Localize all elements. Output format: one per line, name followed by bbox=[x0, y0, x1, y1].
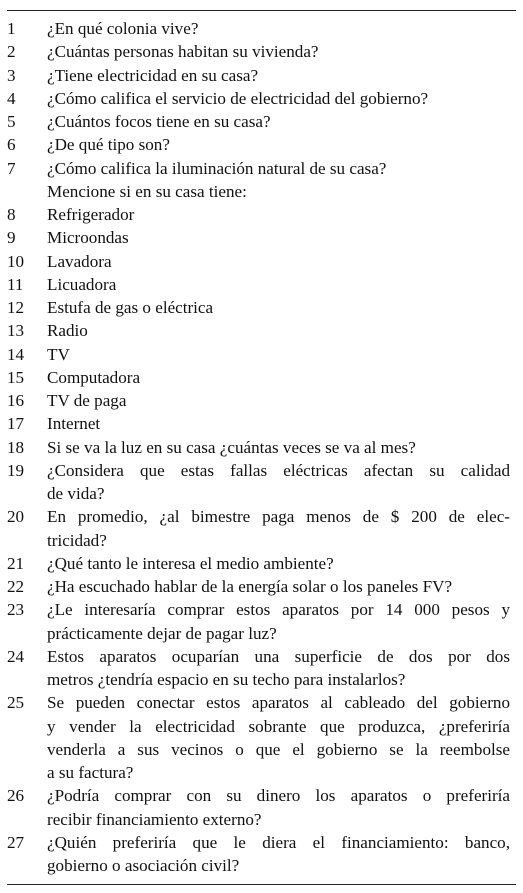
question-text: Si se va la luz en su casa ¿cuántas veces se va al mes? bbox=[47, 437, 416, 457]
question-text: de vida? bbox=[47, 484, 105, 503]
question-text: prácticamente dejar de pagar luz? bbox=[47, 623, 277, 643]
question-text: ¿Le interesaría comprar estos aparatos por 14 000 pesos y bbox=[47, 600, 510, 620]
question-text: ¿Cómo califica el servicio de electricidad del gobierno? bbox=[47, 88, 429, 108]
question-text: ¿Cómo califica la iluminación natural de su casa? bbox=[47, 158, 387, 178]
question-text: Microondas bbox=[47, 228, 129, 248]
question-number: 25 bbox=[7, 693, 25, 713]
question-text: Lavadora bbox=[47, 251, 112, 271]
question-text: y vender la electricidad sobrante que produzca, ¿preferiría bbox=[47, 716, 510, 736]
question-text: Estufa de gas o eléctrica bbox=[47, 298, 214, 317]
question-text: gobierno o asociación civil? bbox=[47, 856, 240, 875]
question-text: ¿Quién preferiría que le diera el financiamiento: banco, bbox=[47, 832, 510, 852]
question-number: 22 bbox=[7, 577, 25, 596]
question-text: ¿Qué tanto le interesa el medio ambiente? bbox=[47, 553, 334, 573]
top-rule bbox=[7, 10, 516, 11]
question-text: En promedio, ¿al bimestre paga menos de $ 200 de elec- bbox=[47, 507, 510, 527]
question-text: ¿Podría comprar con su dinero los aparatos o preferiría bbox=[47, 786, 510, 806]
question-number: 7 bbox=[7, 158, 16, 178]
question-number: 4 bbox=[7, 88, 16, 108]
question-text: tricidad? bbox=[47, 530, 107, 550]
question-number: 18 bbox=[7, 437, 25, 457]
question-text: ¿Considera que estas fallas eléctricas afectan su calidad bbox=[47, 460, 510, 480]
question-number: 13 bbox=[7, 321, 25, 341]
question-number: 16 bbox=[7, 391, 25, 410]
bottom-rule bbox=[7, 884, 516, 885]
question-text: recibir financiamiento externo? bbox=[47, 809, 262, 829]
question-text: Licuadora bbox=[47, 274, 117, 294]
question-number: 15 bbox=[7, 367, 25, 387]
question-number: 9 bbox=[7, 228, 16, 248]
question-number: 20 bbox=[7, 507, 25, 527]
question-number: 11 bbox=[7, 274, 24, 294]
question-number: 14 bbox=[7, 344, 25, 364]
question-number: 26 bbox=[7, 786, 25, 806]
question-text: TV de paga bbox=[47, 391, 127, 410]
question-number: 3 bbox=[7, 65, 16, 85]
question-text: Refrigerador bbox=[47, 205, 135, 224]
question-number: 19 bbox=[7, 460, 25, 480]
question-number: 5 bbox=[7, 112, 16, 131]
question-text: ¿Ha escuchado hablar de la energía solar o los paneles FV? bbox=[47, 577, 453, 596]
question-text: ¿Cuántas personas habitan su vivienda? bbox=[47, 42, 319, 62]
question-text: ¿Tiene electricidad en su casa? bbox=[47, 65, 259, 85]
question-text: venderla a sus vecinos o que el gobierno se la reembolse bbox=[47, 739, 510, 759]
question-text: Radio bbox=[47, 321, 88, 341]
question-number: 23 bbox=[7, 600, 25, 620]
question-text: ¿De qué tipo son? bbox=[47, 135, 170, 155]
question-text: ¿En qué colonia vive? bbox=[47, 19, 199, 38]
question-number: 17 bbox=[7, 414, 25, 434]
question-number: 6 bbox=[7, 135, 16, 155]
question-number: 12 bbox=[7, 298, 25, 317]
question-text: metros ¿tendría espacio en su techo para instalarlos? bbox=[47, 670, 406, 689]
question-number: 21 bbox=[7, 553, 25, 573]
question-text: Computadora bbox=[47, 367, 141, 387]
question-text: Internet bbox=[47, 414, 101, 434]
question-number: 10 bbox=[7, 251, 25, 271]
question-number: 24 bbox=[7, 646, 25, 666]
question-text: Se pueden conectar estos aparatos al cableado del gobierno bbox=[47, 693, 510, 713]
question-text: a su factura? bbox=[47, 763, 134, 782]
question-text: Mencione si en su casa tiene: bbox=[47, 181, 247, 201]
question-text: Estos aparatos ocuparían una superficie de dos por dos bbox=[47, 646, 510, 666]
question-number: 27 bbox=[7, 832, 25, 852]
question-text: ¿Cuántos focos tiene en su casa? bbox=[47, 112, 271, 131]
question-number: 1 bbox=[7, 19, 16, 38]
question-number: 2 bbox=[7, 42, 16, 62]
question-text: TV bbox=[47, 344, 70, 364]
question-number: 8 bbox=[7, 205, 16, 224]
